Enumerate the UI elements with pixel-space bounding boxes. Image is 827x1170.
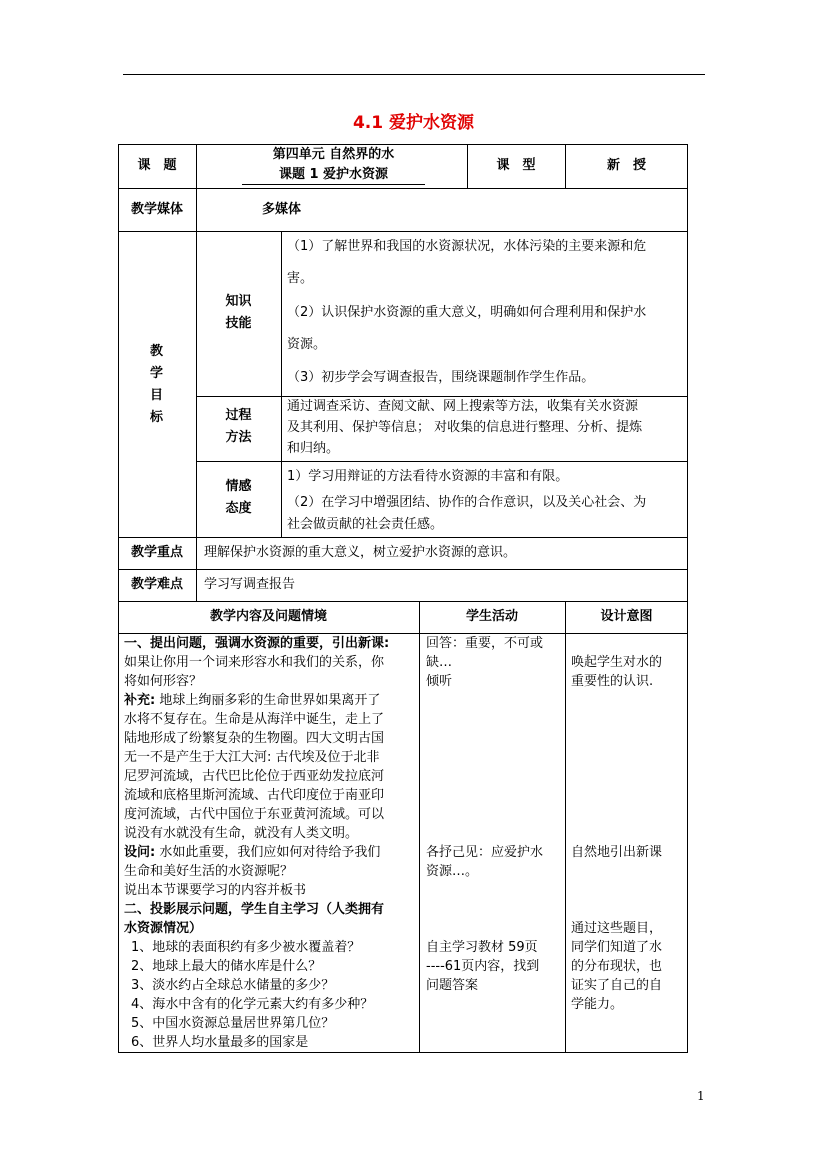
knowledge-text: （1）了解世界和我国的水资源状况，水体污染的主要来源和危 xyxy=(287,239,647,254)
intent-line: 重要性的认识. xyxy=(571,674,654,689)
activity-line: ----61页内容，找到 xyxy=(426,959,540,974)
attitude-label: 情感 xyxy=(225,479,252,494)
knowledge-label: 技能 xyxy=(225,316,252,331)
difficulty-label: 教学难点 xyxy=(130,577,183,592)
lesson-type-value: 新 授 xyxy=(606,158,646,173)
question-label: 设问: xyxy=(124,845,156,860)
knowledge-text: 害。 xyxy=(287,271,314,286)
content-line: 水将不复存在。生命是从海洋中诞生，走上了 xyxy=(124,712,385,727)
attitude-label: 态度 xyxy=(225,501,252,516)
content-line: 如果让你用一个词来形容水和我们的关系，你 xyxy=(124,655,385,670)
activity-line: 自主学习教材 59页 xyxy=(426,940,538,955)
question-item: 4、海水中含有的化学元素大约有多少种？ xyxy=(131,997,374,1012)
media-label: 教学媒体 xyxy=(130,202,183,217)
intent-line: 通过这些题目， xyxy=(571,921,663,936)
activity-line: 回答：重要，不可或 xyxy=(426,636,544,651)
content-line: 设问: 水如此重要，我们应如何对待给予我们 xyxy=(124,845,381,860)
content-line: 度河流域，古代中国位于东亚黄河流域。可以 xyxy=(124,807,385,822)
content-line: 说没有水就没有生命，就没有人类文明。 xyxy=(124,826,359,841)
intent-line: 学能力。 xyxy=(571,997,624,1012)
question-item: 5、中国水资源总量居世界第几位？ xyxy=(131,1016,335,1031)
knowledge-text: （2）认识保护水资源的重大意义，明确如何合理利用和保护水 xyxy=(287,305,647,320)
knowledge-text: （3）初步学会写调查报告，围绕课题制作学生作品。 xyxy=(287,370,595,385)
intent-line: 唤起学生对水的 xyxy=(571,655,663,670)
supplement-label: 补充: xyxy=(124,693,156,708)
content-line: 无一不是产生于大江大河: 古代埃及位于北非 xyxy=(124,750,380,765)
intent-line: 证实了自己的自 xyxy=(571,978,663,993)
section-heading: 水资源情况） xyxy=(124,921,203,936)
activity-line: 倾听 xyxy=(426,674,453,689)
content-line: 生命和美好生活的水资源呢？ xyxy=(124,864,294,879)
process-text: 通过调查采访、查阅文献、网上搜索等方法，收集有关水资源 xyxy=(287,399,639,414)
intent-line: 的分布现状，也 xyxy=(571,959,663,974)
column-header-content: 教学内容及问题情境 xyxy=(209,609,327,624)
question-item: 1、地球的表面积约有多少被水覆盖着？ xyxy=(131,940,361,955)
process-label: 方法 xyxy=(225,430,252,445)
activity-line: 缺… xyxy=(426,655,453,670)
section-heading: 二、投影展示问题，学生自主学习（人类拥有 xyxy=(124,902,385,917)
page-number: 1 xyxy=(697,1089,705,1103)
content-line: 尼罗河流域，古代巴比伦位于西亚幼发拉底河 xyxy=(124,769,385,784)
activity-line: 各抒己见：应爱护水 xyxy=(426,845,544,860)
difficulty-value: 学习写调查报告 xyxy=(204,577,296,592)
lesson-type-label: 课 型 xyxy=(496,158,536,173)
question-item: 3、淡水约占全球总水储量的多少？ xyxy=(131,978,335,993)
content-line: 将如何形容？ xyxy=(124,674,203,689)
content-line: 说出本节课要学习的内容并板书 xyxy=(124,883,307,898)
attitude-text: （2）在学习中增强团结、协作的合作意识，以及关心社会、为 xyxy=(287,495,647,510)
knowledge-label: 知识 xyxy=(225,294,252,309)
attitude-text: 1）学习用辩证的方法看待水资源的丰富和有限。 xyxy=(287,469,569,484)
process-text: 及其利用、保护等信息； 对收集的信息进行整理、分析、提炼 xyxy=(287,420,643,435)
key-point-label: 教学重点 xyxy=(130,545,183,560)
goals-label-char: 教 xyxy=(150,344,164,359)
intent-line: 同学们知道了水 xyxy=(571,940,663,955)
page-title: 4.1 爱护水资源 xyxy=(352,113,475,133)
media-value: 多媒体 xyxy=(262,202,302,217)
knowledge-text: 资源。 xyxy=(287,337,327,352)
topic-label: 课 题 xyxy=(137,158,177,173)
activity-line: 问题答案 xyxy=(426,978,479,993)
column-header-intent: 设计意图 xyxy=(600,609,653,624)
content-line: 流域和底格里斯河流域、古代印度位于南亚印 xyxy=(124,788,385,803)
content-line: 补充: 地球上绚丽多彩的生命世界如果离开了 xyxy=(124,693,381,708)
question-item: 6、世界人均水量最多的国家是 xyxy=(131,1035,309,1050)
section-heading: 一、提出问题，强调水资源的重要，引出新课: xyxy=(124,636,390,651)
activity-line: 资源…。 xyxy=(426,864,479,879)
topic-line2: 课题 1 爱护水资源 xyxy=(278,167,389,182)
goals-label-char: 标 xyxy=(150,410,164,425)
content-line: 陆地形成了纷繁复杂的生物圈。四大文明古国 xyxy=(124,731,385,746)
goals-label-char: 目 xyxy=(150,388,164,403)
process-label: 过程 xyxy=(225,408,252,423)
column-header-activity: 学生活动 xyxy=(465,609,518,624)
topic-line1: 第四单元 自然界的水 xyxy=(272,147,395,162)
goals-label-char: 学 xyxy=(150,366,164,381)
process-text: 和归纳。 xyxy=(287,441,340,456)
question-item: 2、地球上最大的储水库是什么？ xyxy=(131,959,322,974)
header-rule xyxy=(123,74,705,75)
intent-line: 自然地引出新课 xyxy=(571,845,663,860)
attitude-text: 社会做贡献的社会责任感。 xyxy=(287,517,444,532)
key-point-value: 理解保护水资源的重大意义，树立爱护水资源的意识。 xyxy=(204,545,517,560)
